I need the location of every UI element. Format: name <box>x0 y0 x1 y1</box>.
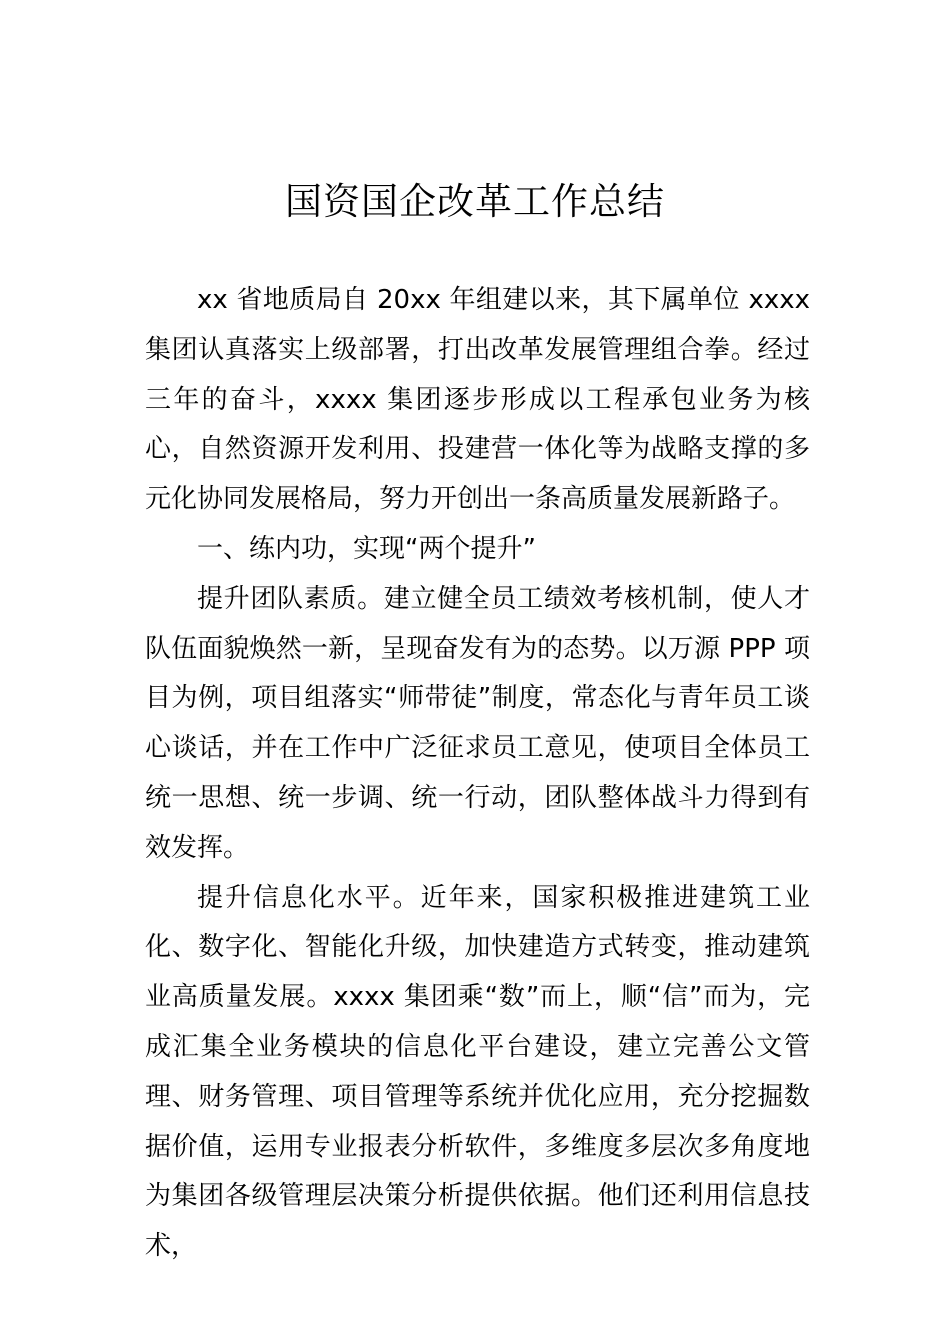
paragraph-team-quality: 提升团队素质。建立健全员工绩效考核机制，使人才队伍面貌焕然一新，呈现奋发有为的态势。以万源 PPP 项目为例，项目组落实“师带徒”制度，常态化与青年员工谈心谈话，并在工作中广泛征求员工意见，使项目全体员工统一思想、统一步调、统一行动，团队整体战斗力得到有效发挥。 <box>145 583 810 863</box>
section-heading: 一、练内功，实现“两个提升” <box>197 533 536 564</box>
document-title: 国资国企改革工作总结 <box>285 180 665 223</box>
paragraph-intro: xx 省地质局自 20xx 年组建以来，其下属单位 xxxx 集团认真落实上级部署，打出改革发展管理组合拳。经过三年的奋斗，xxxx 集团逐步形成以工程承包业务为核心，自然资源开发利用、投建营一体化等为战略支撑的多元化协同发展格局，努力开创出一条高质量发展新路子。 <box>145 285 810 515</box>
document-body <box>145 276 810 1272</box>
paragraph-informatization: 提升信息化水平。近年来，国家积极推进建筑工业化、数字化、智能化升级，加快建造方式转变，推动建筑业高质量发展。xxxx 集团乘“数”而上，顺“信”而为，完成汇集全业务模块的信息化平台建设，建立完善公文管理、财务管理、项目管理等系统并优化应用，充分挖掘数据价值，运用专业报表分析软件，多维度多层次多角度地为集团各级管理层决策分析提供依据。他们还利用信息技术， <box>145 882 810 1262</box>
